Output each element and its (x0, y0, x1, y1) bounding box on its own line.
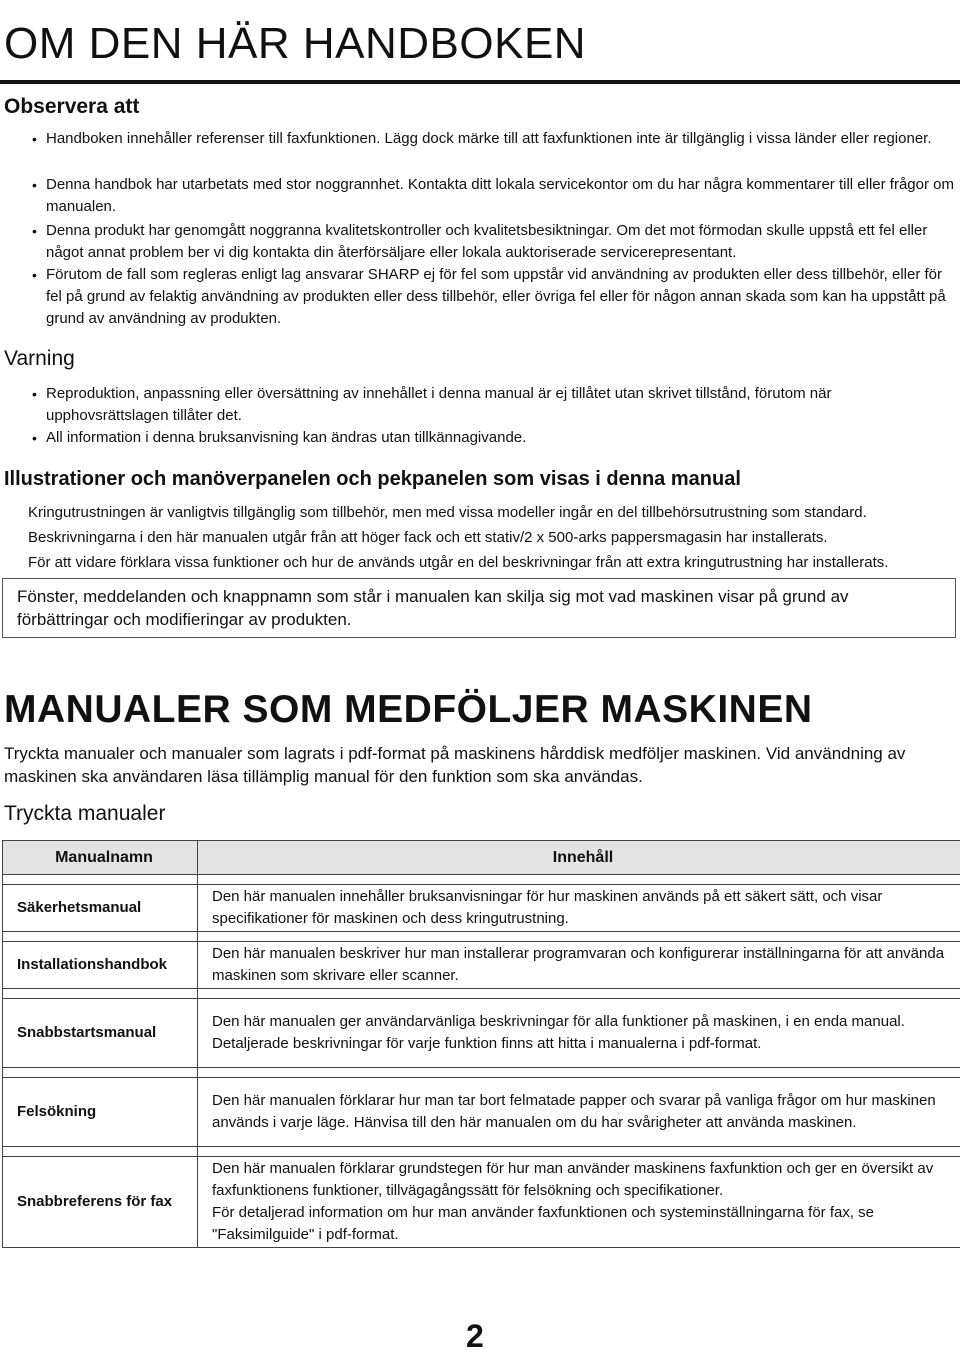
varning-heading: Varning (4, 347, 75, 371)
bullet-icon: • (32, 264, 42, 286)
bullet-icon: • (32, 128, 42, 150)
illustrationer-heading: Illustrationer och manöverpanelen och pekpanelen som visas i denna manual (4, 468, 741, 491)
page-number: 2 (466, 1318, 484, 1355)
observera-bullet-1: Handboken innehåller referenser till faxfunktionen. Lägg dock märke till att faxfunktionen inte är tillgänglig i vissa länder eller regioner. (46, 128, 958, 150)
table-header-row (3, 841, 960, 875)
manual-name: Felsökning (3, 1078, 198, 1147)
bullet-icon: • (32, 174, 42, 196)
manual-content: Den här manualen förklarar hur man tar bort felmatade papper och svarar på vanliga frågor om hur maskinen används i varje läge. Hänvisa till den här manualen om du har svårigheter att använda maskinen. (198, 1078, 960, 1147)
observera-bullet-3: Denna produkt har genomgått noggranna kvalitetskontroller och kvalitetsbesiktningar. Om det mot förmodan skulle uppstå ett fel eller något annat problem ber vi dig kontakta din återförsäljare eller lokala auktoriserade servicerepresentant. (46, 220, 958, 264)
observera-bullet-2: Denna handbok har utarbetats med stor noggrannhet. Kontakta ditt lokala servicekontor om du har några kommentarer till eller frågor om manualen. (46, 174, 958, 218)
manual-name: Installationshandbok (3, 942, 198, 989)
table-row (3, 942, 960, 989)
manual-name: Snabbreferens för fax (3, 1157, 198, 1248)
table-row (3, 1078, 960, 1147)
manual-name: Snabbstartsmanual (3, 999, 198, 1068)
table-header-content: Innehåll (198, 841, 960, 875)
table-row (3, 999, 960, 1068)
bullet-icon: • (32, 220, 42, 242)
section-intro: Tryckta manualer och manualer som lagrats i pdf-format på maskinens hårddisk medföljer maskinen. Vid användning av maskinen ska användaren läsa tillämplig manual för den funktion som ska användas. (4, 742, 958, 788)
manual-content: Den här manualen beskriver hur man installerar programvaran och konfigurerar inställningarna för att använda maskinen som skrivare eller scanner. (198, 942, 960, 989)
illustrationer-paragraph-1: Kringutrustningen är vanligtvis tillgänglig som tillbehör, men med vissa modeller ingår en del tillbehörsutrustning som standard. (28, 500, 958, 525)
manuals-table (2, 840, 960, 1248)
tryckta-heading: Tryckta manualer (4, 802, 165, 826)
manual-name: Säkerhetsmanual (3, 885, 198, 932)
section-title: MANUALER SOM MEDFÖLJER MASKINEN (4, 690, 813, 729)
manual-content: Den här manualen innehåller bruksanvisningar för hur maskinen används på ett säkert sätt, och visar specifikationer för maskinen och dess kringutrustning. (198, 885, 960, 932)
observera-heading: Observera att (4, 95, 139, 119)
manual-content: Den här manualen ger användarvänliga beskrivningar för alla funktioner på maskinen, i en enda manual. Detaljerade beskrivningar för varje funktion finns att hitta i manualerna i pdf-format. (198, 999, 960, 1068)
illustrationer-paragraph-2: Beskrivningarna i den här manualen utgår från att höger fack och ett stativ/2 x 500-arks pappersmagasin har installerats. (28, 525, 958, 550)
page-title: OM DEN HÄR HANDBOKEN (4, 22, 586, 66)
table-row (3, 1157, 960, 1248)
varning-bullet-1: Reproduktion, anpassning eller översättning av innehållet i denna manual är ej tillåtet utan skrivet tillstånd, förutom när upphovsrättslagen tillåter det. (46, 383, 958, 427)
bullet-icon: • (32, 427, 42, 449)
note-box: Fönster, meddelanden och knappnamn som står i manualen kan skilja sig mot vad maskinen visar på grund av förbättringar och modifieringar av produkten. (2, 578, 956, 638)
title-rule (0, 80, 960, 84)
observera-bullet-4: Förutom de fall som regleras enligt lag ansvarar SHARP ej för fel som uppstår vid användning av produkten eller dess tillbehör, eller för fel på grund av felaktig användning av produkten eller dess tillbehör, eller övriga fel eller för någon annan skada som kan ha uppstått på grund av användning av produkten. (46, 264, 958, 330)
illustrationer-paragraph-3: För att vidare förklara vissa funktioner och hur de används utgår en del beskrivningar från att extra kringutrustning har installerats. (28, 550, 958, 575)
varning-bullet-2: All information i denna bruksanvisning kan ändras utan tillkännagivande. (46, 427, 958, 449)
table-header-name: Manualnamn (3, 841, 198, 875)
bullet-icon: • (32, 383, 42, 405)
table-row (3, 885, 960, 932)
manual-content: Den här manualen förklarar grundstegen för hur man använder maskinens faxfunktion och ger en översikt av faxfunktionens funktioner, tillvägagångssätt för felsökning och specifikationer. För detaljerad information om hur man använder faxfunktionen och systeminställningarna för fax, se "Faksimilguide" i pdf-format. (198, 1157, 960, 1248)
